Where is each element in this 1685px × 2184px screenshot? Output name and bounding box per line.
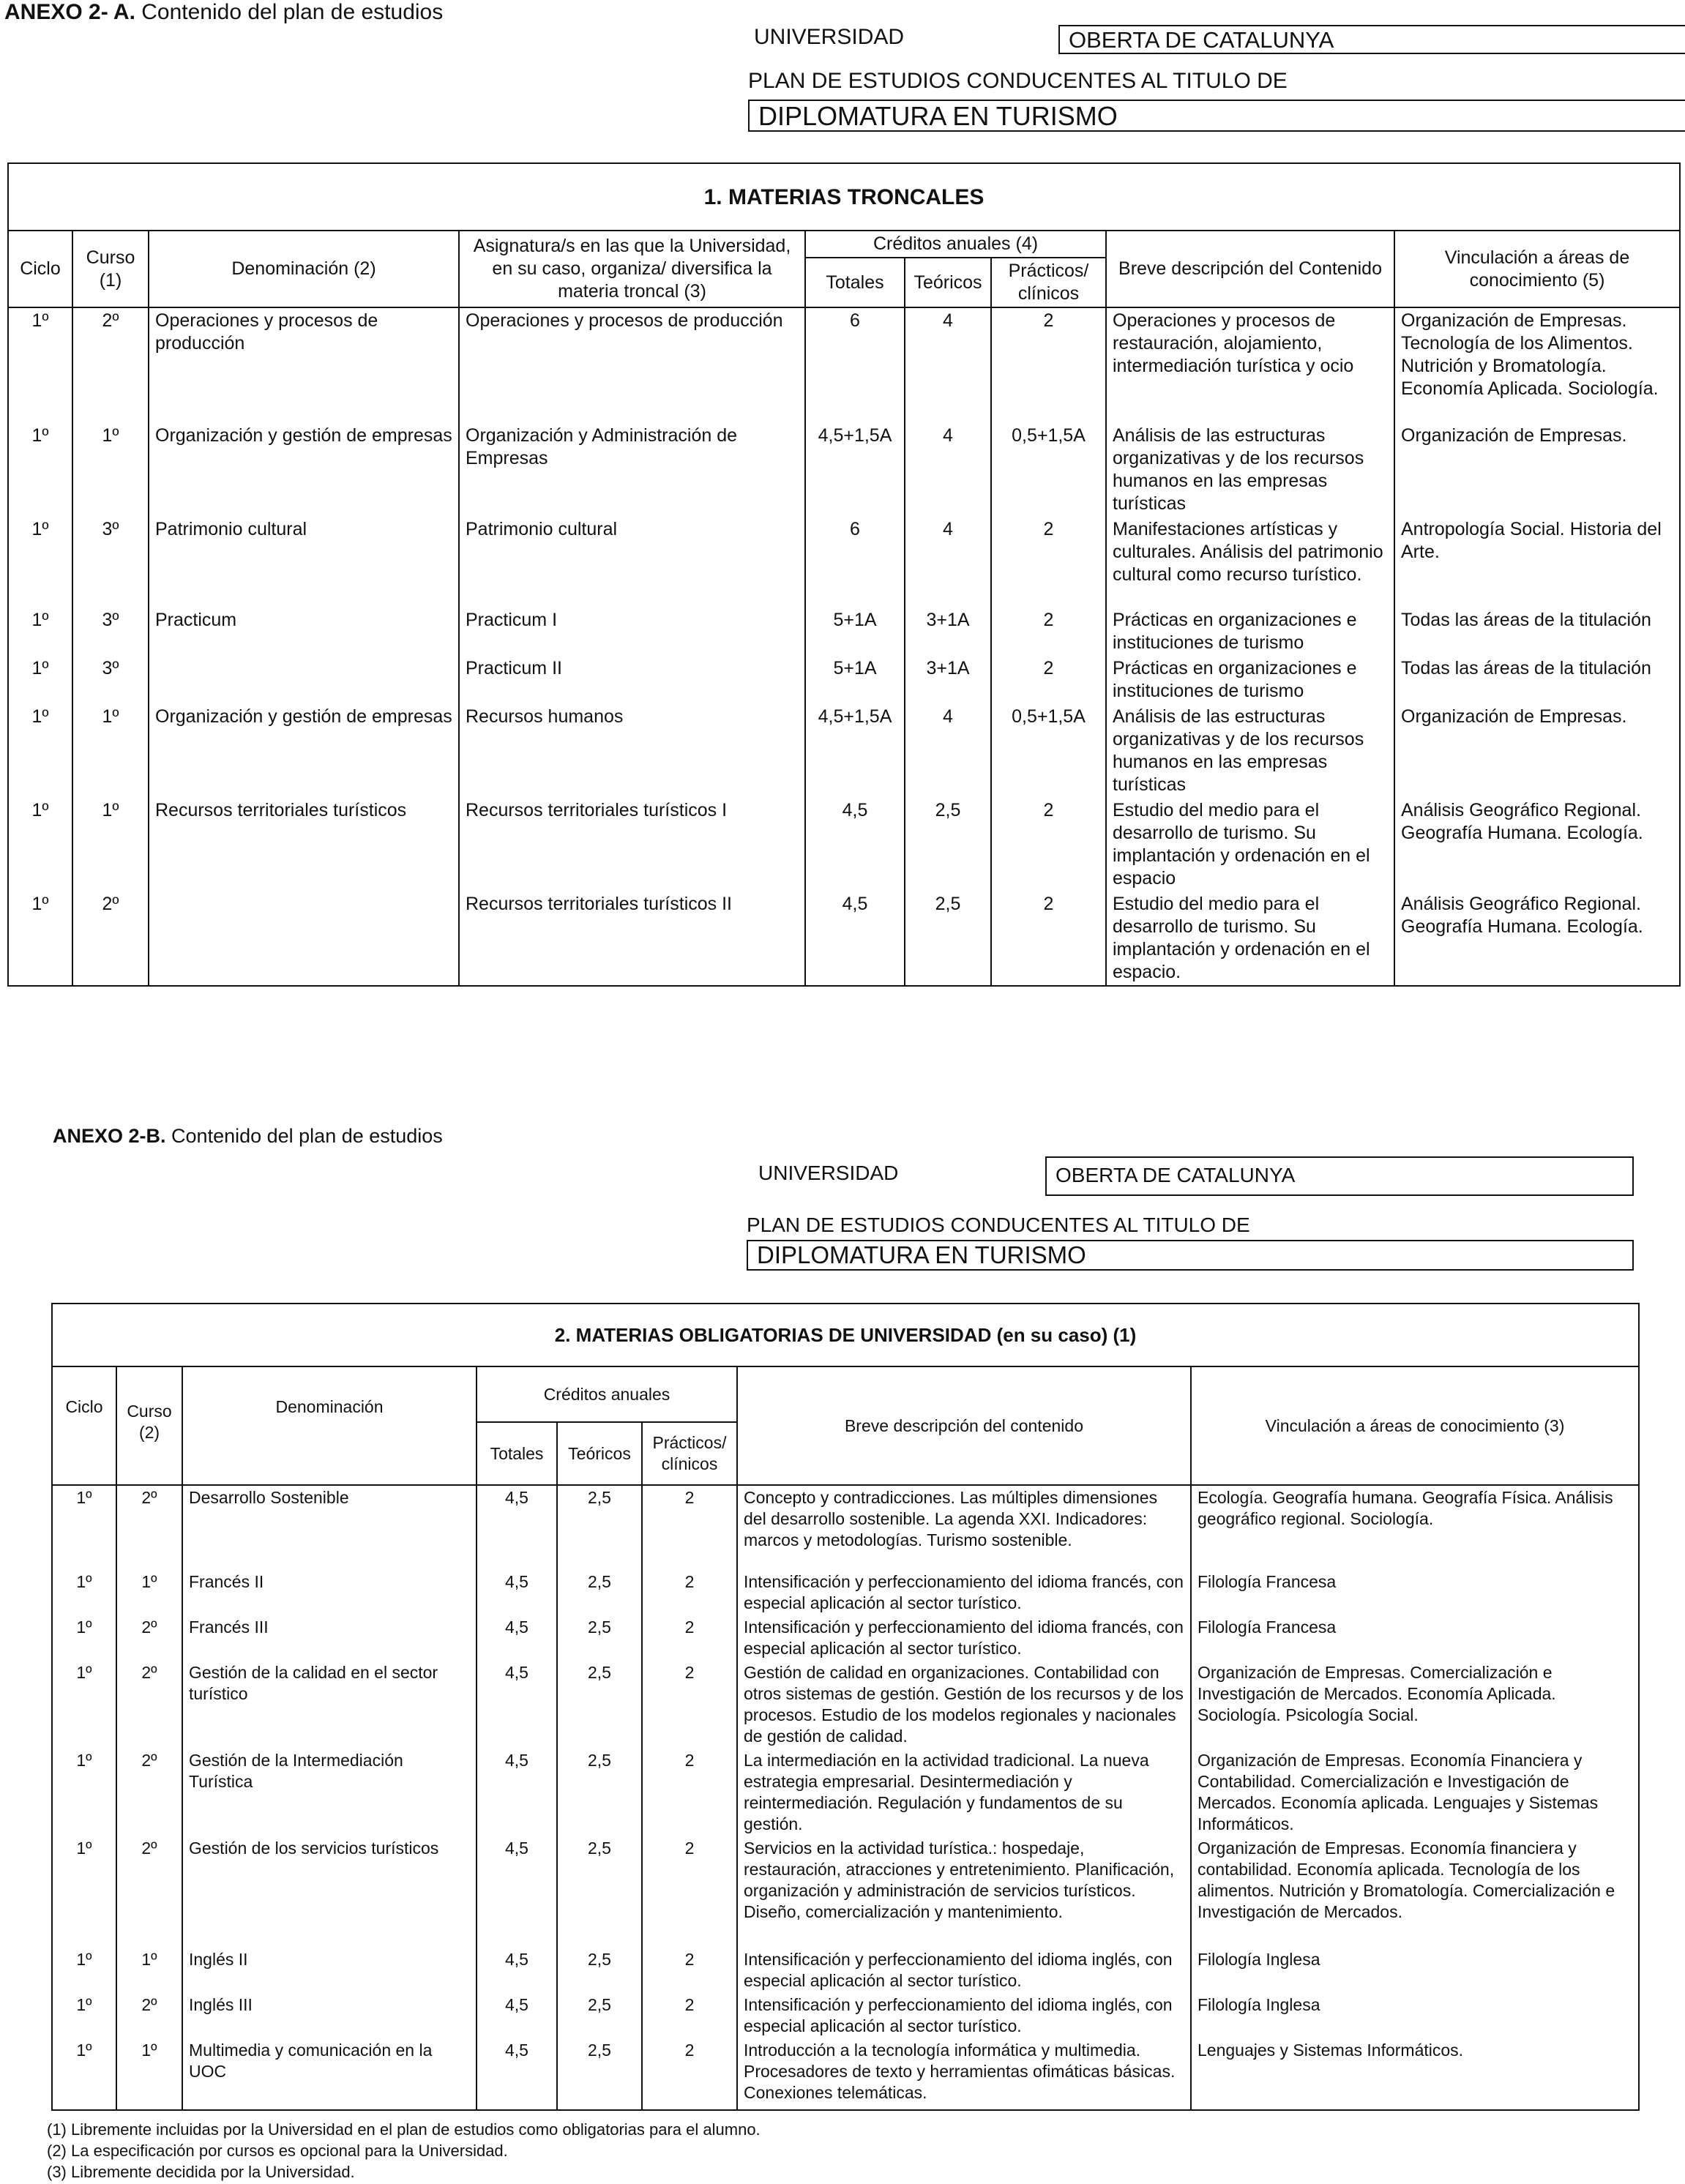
cell-curso: 2º: [116, 1993, 182, 2038]
cell-denominacion: Inglés II: [182, 1948, 477, 1993]
table1-header-totales: Totales: [805, 258, 905, 307]
table1-header-creditos: Créditos anuales (4): [805, 231, 1106, 258]
table-materias-obligatorias: [51, 1303, 1640, 2111]
cell-teoricos: 4: [905, 423, 991, 517]
cell-asignatura: Patrimonio cultural: [459, 517, 805, 607]
cell-asignatura: Recursos humanos: [459, 704, 805, 798]
cell-totales: 5+1A: [805, 656, 905, 704]
table-row: [8, 656, 1680, 704]
annex-a-heading-text: Contenido del plan de estudios: [135, 0, 444, 24]
cell-totales: 5+1A: [805, 607, 905, 656]
cell-totales: 4,5: [477, 1749, 557, 1836]
cell-ciclo: 1º: [8, 798, 72, 891]
cell-curso: 1º: [116, 1948, 182, 1993]
cell-teoricos: 2,5: [557, 1948, 642, 1993]
cell-teoricos: 4: [905, 517, 991, 607]
cell-descripcion: Operaciones y procesos de restauración, alojamiento, intermediación turística y ocio: [1106, 307, 1394, 423]
cell-teoricos: 2,5: [905, 798, 991, 891]
cell-practicos: 2: [642, 1661, 737, 1749]
table-row: [52, 1661, 1639, 1749]
cell-practicos: 0,5+1,5A: [991, 704, 1106, 798]
cell-curso: 3º: [72, 607, 149, 656]
cell-totales: 4,5: [805, 798, 905, 891]
annex-a-universidad-field: OBERTA DE CATALUNYA: [1058, 25, 1685, 54]
cell-asignatura: Recursos territoriales turísticos I: [459, 798, 805, 891]
cell-vinculacion: Filología Inglesa: [1191, 1993, 1639, 2038]
table-row: [52, 1948, 1639, 1993]
cell-teoricos: 2,5: [557, 2038, 642, 2110]
cell-denominacion: Gestión de la calidad en el sector turístico: [182, 1661, 477, 1749]
annex-b-heading: [53, 1125, 443, 1148]
cell-curso: 2º: [116, 1485, 182, 1570]
cell-teoricos: 2,5: [557, 1993, 642, 2038]
cell-descripcion: Análisis de las estructuras organizativas y de los recursos humanos en las empresas turísticas: [1106, 423, 1394, 517]
cell-asignatura: Organización y Administración de Empresas: [459, 423, 805, 517]
cell-descripcion: Concepto y contradicciones. Las múltiples dimensiones del desarrollo sostenible. La agenda XXI. Indicadores: marcos y metodologías. Turismo sostenible.: [737, 1485, 1191, 1570]
cell-denominacion: Operaciones y procesos de producción: [149, 307, 459, 423]
cell-teoricos: 2,5: [557, 1570, 642, 1615]
cell-denominacion: Practicum: [149, 607, 459, 656]
cell-descripcion: Estudio del medio para el desarrollo de turismo. Su implantación y ordenación en el espacio.: [1106, 891, 1394, 986]
cell-practicos: 2: [991, 607, 1106, 656]
table-row: [8, 704, 1680, 798]
cell-totales: 4,5: [477, 1615, 557, 1661]
cell-curso: 2º: [116, 1661, 182, 1749]
cell-curso: 3º: [72, 656, 149, 704]
table1-header-teoricos: Teóricos: [905, 258, 991, 307]
cell-ciclo: 1º: [52, 1749, 116, 1836]
cell-denominacion: Gestión de la Intermediación Turística: [182, 1749, 477, 1836]
cell-ciclo: 1º: [52, 1836, 116, 1948]
annex-b-universidad-label: UNIVERSIDAD: [758, 1162, 899, 1184]
cell-vinculacion: Análisis Geográfico Regional. Geografía Humana. Ecología.: [1394, 798, 1680, 891]
table1-header-asignatura: Asignatura/s en las que la Universidad, en su caso, organiza/ diversifica la materia troncal (3): [459, 231, 805, 307]
cell-ciclo: 1º: [8, 423, 72, 517]
cell-ciclo: 1º: [8, 517, 72, 607]
cell-vinculacion: Filología Francesa: [1191, 1615, 1639, 1661]
table-row: [8, 607, 1680, 656]
cell-vinculacion: Organización de Empresas.: [1394, 423, 1680, 517]
cell-descripcion: Prácticas en organizaciones e instituciones de turismo: [1106, 607, 1394, 656]
table-materias-troncales: [7, 162, 1681, 987]
cell-vinculacion: Organización de Empresas. Economía Financiera y Contabilidad. Comercialización e Investigación de Mercados. Economía aplicada. Lenguajes y Sistemas Informáticos.: [1191, 1749, 1639, 1836]
cell-vinculacion: Organización de Empresas. Tecnología de los Alimentos. Nutrición y Bromatología. Economía Aplicada. Sociología.: [1394, 307, 1680, 423]
annex-a-universidad-label: UNIVERSIDAD: [754, 25, 905, 49]
cell-asignatura: Practicum II: [459, 656, 805, 704]
cell-ciclo: 1º: [8, 704, 72, 798]
annex-a-heading: [4, 0, 443, 25]
table-row: [52, 1485, 1639, 1570]
cell-totales: 6: [805, 517, 905, 607]
cell-vinculacion: Filología Francesa: [1191, 1570, 1639, 1615]
table1-header-descripcion: Breve descripción del Contenido: [1106, 231, 1394, 307]
table-row: [52, 1993, 1639, 2038]
cell-ciclo: 1º: [52, 1485, 116, 1570]
annex-a-heading-bold: ANEXO 2- A.: [4, 0, 135, 24]
cell-totales: 4,5: [477, 1485, 557, 1570]
cell-vinculacion: Organización de Empresas.: [1394, 704, 1680, 798]
table2-header-vinculacion: Vinculación a áreas de conocimiento (3): [1191, 1366, 1639, 1485]
table1-header-vinculacion: Vinculación a áreas de conocimiento (5): [1394, 231, 1680, 307]
table2-title: 2. MATERIAS OBLIGATORIAS DE UNIVERSIDAD (en su caso) (1): [52, 1304, 1639, 1366]
table-row: [8, 891, 1680, 986]
cell-ciclo: 1º: [52, 1948, 116, 1993]
cell-curso: 1º: [72, 704, 149, 798]
cell-practicos: 2: [642, 1615, 737, 1661]
cell-vinculacion: Antropología Social. Historia del Arte.: [1394, 517, 1680, 607]
cell-teoricos: 2,5: [905, 891, 991, 986]
table2-header-descripcion: Breve descripción del contenido: [737, 1366, 1191, 1485]
cell-teoricos: 2,5: [557, 1749, 642, 1836]
cell-teoricos: 4: [905, 704, 991, 798]
cell-curso: 2º: [116, 1836, 182, 1948]
cell-curso: 1º: [116, 2038, 182, 2110]
cell-descripcion: Servicios en la actividad turística.: hospedaje, restauración, atracciones y entretenimiento. Planificación, organización y administración de servicios turísticos. Diseño, comercialización y mantenimiento.: [737, 1836, 1191, 1948]
cell-curso: 2º: [72, 891, 149, 986]
cell-teoricos: 4: [905, 307, 991, 423]
cell-vinculacion: Lenguajes y Sistemas Informáticos.: [1191, 2038, 1639, 2110]
cell-ciclo: 1º: [52, 1570, 116, 1615]
cell-ciclo: 1º: [8, 656, 72, 704]
table-row: [8, 307, 1680, 423]
cell-descripcion: Intensificación y perfeccionamiento del idioma inglés, con especial aplicación al sector turístico.: [737, 1948, 1191, 1993]
cell-curso: 1º: [72, 423, 149, 517]
table-row: [52, 1749, 1639, 1836]
table1-header-practicos: Prácticos/ clínicos: [991, 258, 1106, 307]
cell-descripcion: Intensificación y perfeccionamiento del idioma inglés, con especial aplicación al sector turístico.: [737, 1993, 1191, 2038]
cell-teoricos: 2,5: [557, 1661, 642, 1749]
cell-ciclo: 1º: [52, 1993, 116, 2038]
cell-vinculacion: Todas las áreas de la titulación: [1394, 656, 1680, 704]
cell-vinculacion: Organización de Empresas. Economía financiera y contabilidad. Economía aplicada. Tecnología de los alimentos. Nutrición y Bromatología. Comercialización e Investigación de Mercados.: [1191, 1836, 1639, 1948]
cell-practicos: 2: [991, 307, 1106, 423]
cell-ciclo: 1º: [52, 1615, 116, 1661]
cell-teoricos: 2,5: [557, 1836, 642, 1948]
cell-teoricos: 2,5: [557, 1615, 642, 1661]
table-row: [52, 2038, 1639, 2110]
cell-teoricos: 3+1A: [905, 656, 991, 704]
table-row: [52, 1615, 1639, 1661]
cell-denominacion: Organización y gestión de empresas: [149, 423, 459, 517]
cell-practicos: 2: [642, 1836, 737, 1948]
cell-descripcion: Introducción a la tecnología informática y multimedia. Procesadores de texto y herramientas ofimáticas básicas. Conexiones telemáticas.: [737, 2038, 1191, 2110]
cell-vinculacion: Organización de Empresas. Comercialización e Investigación de Mercados. Economía Aplicada. Sociología. Psicología Social.: [1191, 1661, 1639, 1749]
cell-vinculacion: Análisis Geográfico Regional. Geografía Humana. Ecología.: [1394, 891, 1680, 986]
table-row: [52, 1836, 1639, 1948]
cell-totales: 4,5+1,5A: [805, 423, 905, 517]
cell-ciclo: 1º: [8, 307, 72, 423]
cell-descripcion: Estudio del medio para el desarrollo de turismo. Su implantación y ordenación en el espacio: [1106, 798, 1394, 891]
cell-practicos: 2: [991, 656, 1106, 704]
table2-header-curso: Curso (2): [116, 1366, 182, 1485]
cell-totales: 6: [805, 307, 905, 423]
table-row: [8, 517, 1680, 607]
cell-practicos: 0,5+1,5A: [991, 423, 1106, 517]
cell-denominacion: Gestión de los servicios turísticos: [182, 1836, 477, 1948]
cell-totales: 4,5: [477, 1570, 557, 1615]
table1-header-denominacion: Denominación (2): [149, 231, 459, 307]
cell-descripcion: Prácticas en organizaciones e instituciones de turismo: [1106, 656, 1394, 704]
cell-descripcion: Análisis de las estructuras organizativas y de los recursos humanos en las empresas turísticas: [1106, 704, 1394, 798]
cell-denominacion: Patrimonio cultural: [149, 517, 459, 607]
cell-practicos: 2: [991, 891, 1106, 986]
annex-b-universidad-field: OBERTA DE CATALUNYA: [1045, 1156, 1634, 1196]
cell-asignatura: Practicum I: [459, 607, 805, 656]
annex-b-heading-bold: ANEXO 2-B.: [53, 1125, 166, 1147]
cell-ciclo: 1º: [52, 1661, 116, 1749]
cell-denominacion: [149, 656, 459, 704]
cell-practicos: 2: [642, 1570, 737, 1615]
cell-denominacion: Desarrollo Sostenible: [182, 1485, 477, 1570]
cell-descripcion: La intermediación en la actividad tradicional. La nueva estrategia empresarial. Desintermediación y reintermediación. Regulación y fundamentos de su gestión.: [737, 1749, 1191, 1836]
cell-practicos: 2: [642, 2038, 737, 2110]
table2-header-totales: Totales: [477, 1422, 557, 1485]
table1-header-ciclo: Ciclo: [8, 231, 72, 307]
footnotes: [47, 2119, 761, 2183]
table2-header-teoricos: Teóricos: [557, 1422, 642, 1485]
cell-denominacion: Francés II: [182, 1570, 477, 1615]
cell-denominacion: Multimedia y comunicación en la UOC: [182, 2038, 477, 2110]
cell-practicos: 2: [991, 517, 1106, 607]
cell-denominacion: [149, 891, 459, 986]
annex-b-plan-label: PLAN DE ESTUDIOS CONDUCENTES AL TITULO DE: [747, 1213, 1250, 1236]
cell-totales: 4,5: [477, 1661, 557, 1749]
cell-vinculacion: Filología Inglesa: [1191, 1948, 1639, 1993]
cell-vinculacion: Ecología. Geografía humana. Geografía Física. Análisis geográfico regional. Sociología.: [1191, 1485, 1639, 1570]
cell-practicos: 2: [642, 1749, 737, 1836]
cell-totales: 4,5: [805, 891, 905, 986]
annex-a-plan-label: PLAN DE ESTUDIOS CONDUCENTES AL TITULO DE: [748, 69, 1288, 93]
cell-descripcion: Intensificación y perfeccionamiento del idioma francés, con especial aplicación al sector turístico.: [737, 1570, 1191, 1615]
cell-descripcion: Gestión de calidad en organizaciones. Contabilidad con otros sistemas de gestión. Gestión de los recursos y de los procesos. Estudio de los modelos regionales y nacionales de gestión de calidad.: [737, 1661, 1191, 1749]
cell-curso: 1º: [72, 798, 149, 891]
cell-totales: 4,5+1,5A: [805, 704, 905, 798]
table2-header-creditos: Créditos anuales: [477, 1366, 737, 1422]
cell-descripcion: Manifestaciones artísticas y culturales. Análisis del patrimonio cultural como recurso turístico.: [1106, 517, 1394, 607]
table-row: [52, 1570, 1639, 1615]
cell-curso: 2º: [116, 1615, 182, 1661]
cell-ciclo: 1º: [8, 891, 72, 986]
cell-denominacion: Inglés III: [182, 1993, 477, 2038]
cell-denominacion: Organización y gestión de empresas: [149, 704, 459, 798]
footnote-3: (3) Libremente decidida por la Universidad.: [47, 2163, 355, 2181]
annex-a-titulo-field: DIPLOMATURA EN TURISMO: [748, 100, 1685, 132]
cell-descripcion: Intensificación y perfeccionamiento del idioma francés, con especial aplicación al sector turístico.: [737, 1615, 1191, 1661]
cell-curso: 1º: [116, 1570, 182, 1615]
cell-practicos: 2: [642, 1485, 737, 1570]
table2-header-ciclo: Ciclo: [52, 1366, 116, 1485]
cell-teoricos: 3+1A: [905, 607, 991, 656]
cell-totales: 4,5: [477, 1836, 557, 1948]
cell-totales: 4,5: [477, 1993, 557, 2038]
cell-ciclo: 1º: [52, 2038, 116, 2110]
annex-b-titulo-field: DIPLOMATURA EN TURISMO: [747, 1240, 1634, 1271]
table1-title: 1. MATERIAS TRONCALES: [8, 163, 1680, 231]
table-row: [8, 798, 1680, 891]
table2-header-denominacion: Denominación: [182, 1366, 477, 1485]
cell-curso: 2º: [72, 307, 149, 423]
cell-ciclo: 1º: [8, 607, 72, 656]
table2-header-practicos: Prácticos/ clínicos: [642, 1422, 737, 1485]
cell-vinculacion: Todas las áreas de la titulación: [1394, 607, 1680, 656]
cell-practicos: 2: [991, 798, 1106, 891]
cell-curso: 2º: [116, 1749, 182, 1836]
table1-header-curso: Curso (1): [72, 231, 149, 307]
cell-practicos: 2: [642, 1993, 737, 2038]
cell-curso: 3º: [72, 517, 149, 607]
cell-teoricos: 2,5: [557, 1485, 642, 1570]
cell-practicos: 2: [642, 1948, 737, 1993]
cell-denominacion: Recursos territoriales turísticos: [149, 798, 459, 891]
cell-totales: 4,5: [477, 2038, 557, 2110]
table-row: [8, 423, 1680, 517]
footnote-1: (1) Libremente incluidas por la Universidad en el plan de estudios como obligatorias para el alumno.: [47, 2120, 761, 2139]
cell-denominacion: Francés III: [182, 1615, 477, 1661]
cell-asignatura: Operaciones y procesos de producción: [459, 307, 805, 423]
cell-asignatura: Recursos territoriales turísticos II: [459, 891, 805, 986]
footnote-2: (2) La especificación por cursos es opcional para la Universidad.: [47, 2142, 508, 2160]
cell-totales: 4,5: [477, 1948, 557, 1993]
annex-b-heading-text: Contenido del plan de estudios: [165, 1125, 443, 1147]
